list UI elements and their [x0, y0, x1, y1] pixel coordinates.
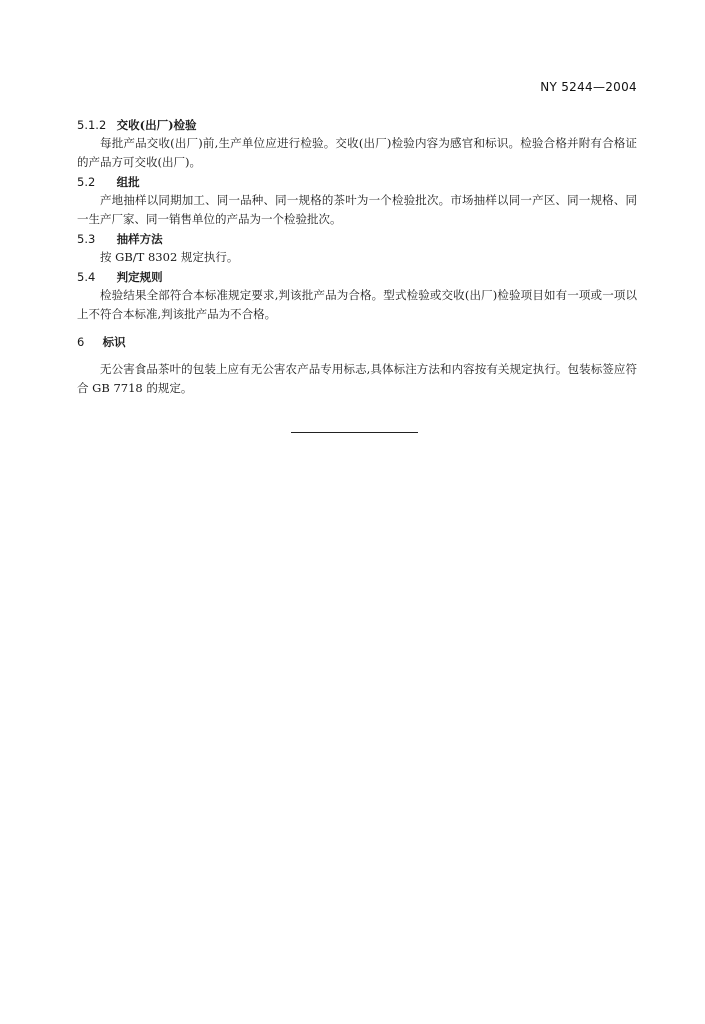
section-title: 标识	[102, 335, 126, 349]
section-number: 6	[77, 335, 85, 349]
section-paragraph-5-1-2: 每批产品交收(出厂)前,生产单位应进行检验。交收(出厂)检验内容为感官和标识。检验合格并附有合格证的产品方可交收(出厂)。	[77, 136, 637, 169]
document-body	[77, 116, 637, 398]
section-heading-5-1-2	[77, 116, 637, 134]
section-paragraph-6: 无公害食品茶叶的包装上应有无公害农产品专用标志,具体标注方法和内容按有关规定执行。包装标签应符合 GB 7718 的规定。	[77, 362, 637, 395]
section-title: 抽样方法	[116, 232, 163, 246]
section-title: 判定规则	[116, 270, 163, 284]
section-paragraph-5-3: 按 GB/T 8302 规定执行。	[100, 250, 239, 264]
section-paragraph-5-2: 产地抽样以同期加工、同一品种、同一规格的茶叶为一个检验批次。市场抽样以同一产区、同一规格、同一生产厂家、同一销售单位的产品为一个检验批次。	[77, 193, 637, 226]
section-number: 5.3	[77, 232, 96, 246]
end-of-document-rule	[291, 432, 418, 433]
section-title: 交收(出厂)检验	[116, 118, 197, 132]
standard-code: NY 5244—2004	[540, 80, 637, 94]
section-title: 组批	[116, 175, 140, 189]
section-paragraph-5-4: 检验结果全部符合本标准规定要求,判该批产品为合格。型式检验或交收(出厂)检验项目如有一项或一项以上不符合本标准,判该批产品为不合格。	[77, 288, 637, 321]
section-heading-5-2	[77, 173, 637, 191]
section-number: 5.1.2	[77, 118, 107, 132]
section-number: 5.2	[77, 175, 96, 189]
section-heading-6	[77, 333, 637, 351]
section-heading-5-4	[77, 268, 637, 286]
section-number: 5.4	[77, 270, 96, 284]
section-heading-5-3	[77, 230, 637, 248]
